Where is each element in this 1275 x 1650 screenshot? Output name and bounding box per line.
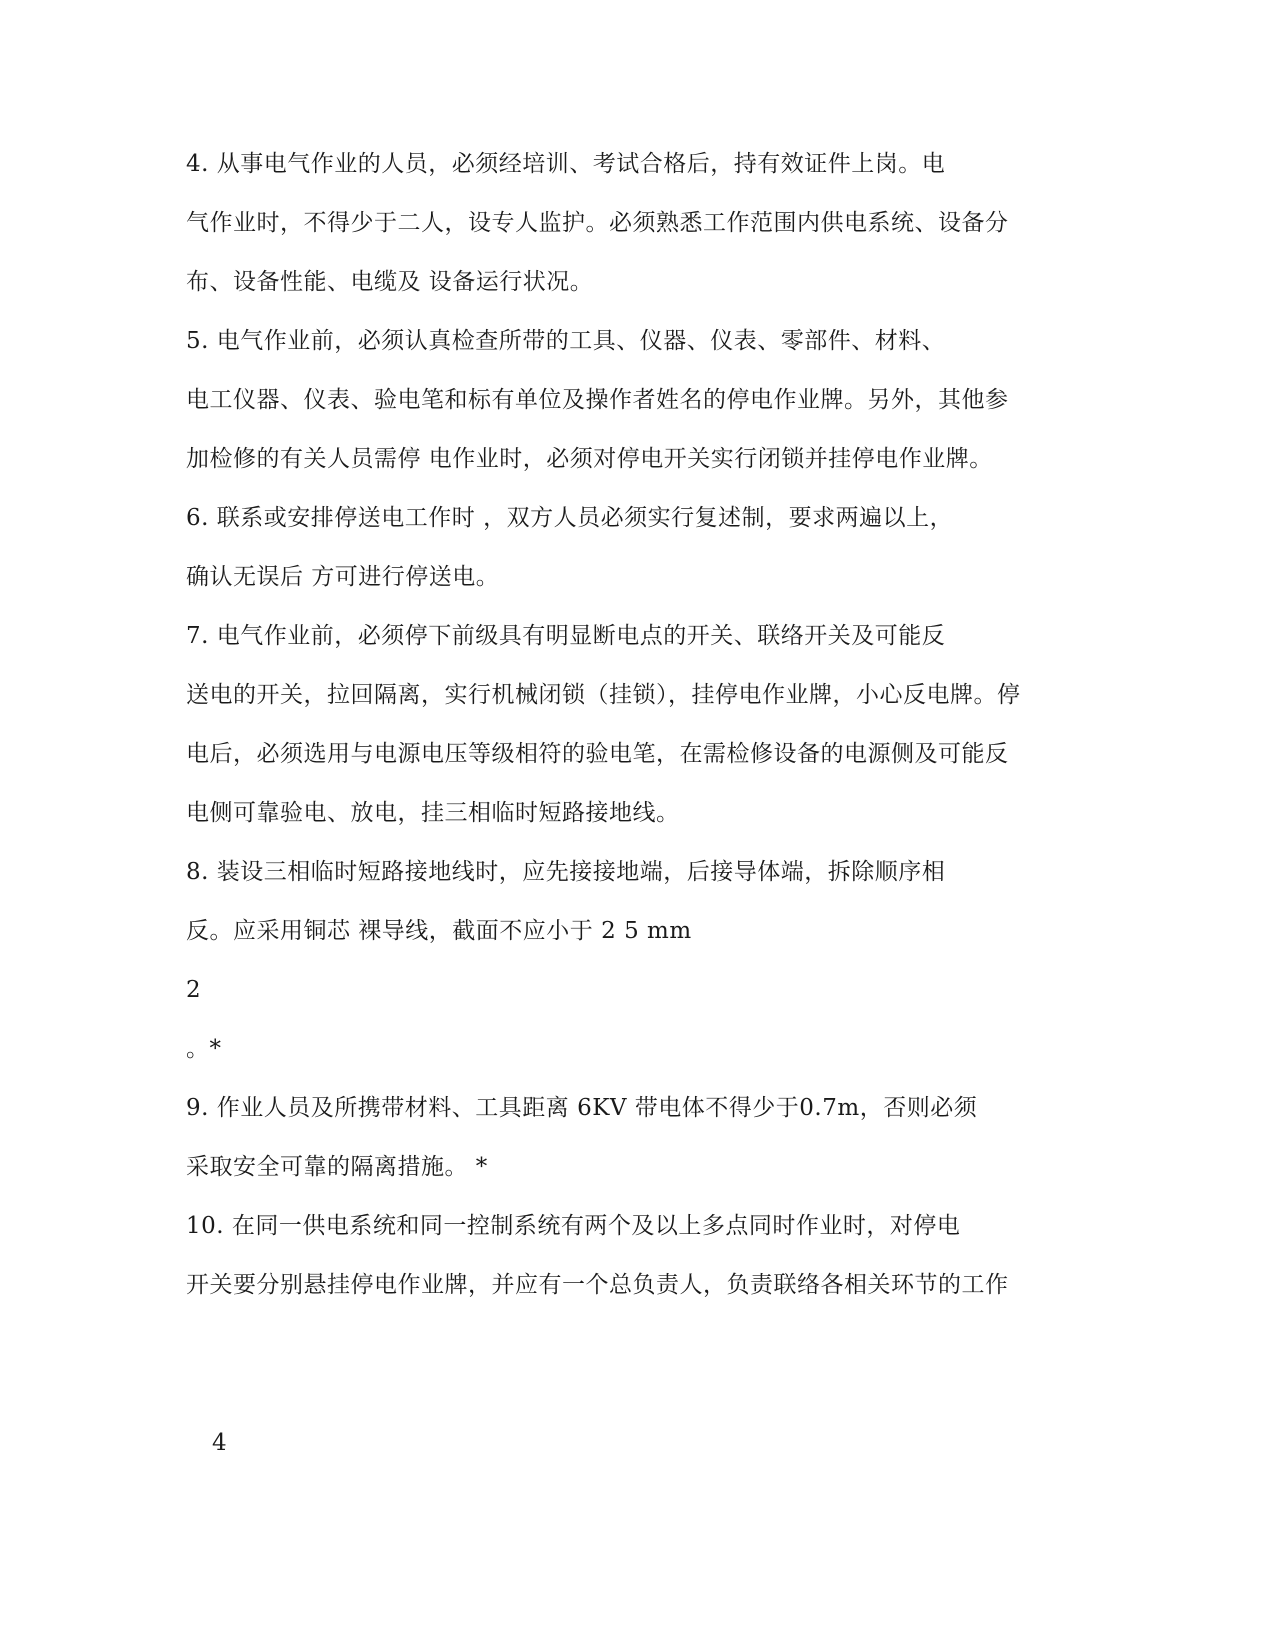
text-line: 。* — [186, 1036, 222, 1062]
text-line: 2 — [186, 977, 202, 1003]
text-line: 10. 在同一供电系统和同一控制系统有两个及以上多点同时作业时，对停电 — [186, 1213, 961, 1239]
text-line: 9. 作业人员及所携带材料、工具距离 6KV 带电体不得少于0.7m，否则必须 — [186, 1095, 978, 1121]
text-line: 4. 从事电气作业的人员，必须经培训、考试合格后，持有效证件上岗。电 — [186, 151, 946, 177]
text-line: 送电的开关，拉回隔离，实行机械闭锁（挂锁），挂停电作业牌，小心反电牌。停 — [186, 682, 1021, 708]
text-line: 气作业时，不得少于二人，设专人监护。必须熟悉工作范围内供电系统、设备分 — [186, 210, 1009, 236]
text-line: 7. 电气作业前，必须停下前级具有明显断电点的开关、联络开关及可能反 — [186, 623, 946, 649]
text-line: 电后，必须选用与电源电压等级相符的验电笔，在需检修设备的电源侧及可能反 — [186, 741, 1009, 767]
text-line: 布、设备性能、电缆及 设备运行状况。 — [186, 269, 594, 295]
text-line: 开关要分别悬挂停电作业牌，并应有一个总负责人，负责联络各相关环节的工作 — [186, 1272, 1009, 1298]
text-line: 8. 装设三相临时短路接地线时，应先接接地端，后接导体端，拆除顺序相 — [186, 859, 946, 885]
text-line: 6. 联系或安排停送电工作时 ，双方人员必须实行复述制，要求两遍以上， — [186, 505, 954, 531]
text-line: 电工仪器、仪表、验电笔和标有单位及操作者姓名的停电作业牌。另外，其他参 — [186, 387, 1009, 413]
text-line: 5. 电气作业前，必须认真检查所带的工具、仪器、仪表、零部件、材料、 — [186, 328, 946, 354]
text-line: 确认无误后 方可进行停送电。 — [186, 564, 500, 590]
text-line: 采取安全可靠的隔离措施。 * — [186, 1154, 488, 1180]
text-line: 加检修的有关人员需停 电作业时，必须对停电开关实行闭锁并挂停电作业牌。 — [186, 446, 993, 472]
page-number: 4 — [212, 1430, 227, 1456]
text-line: 反。应采用铜芯 裸导线，截面不应小于 2 5 mm — [186, 918, 692, 944]
text-line: 电侧可靠验电、放电，挂三相临时短路接地线。 — [186, 800, 680, 826]
